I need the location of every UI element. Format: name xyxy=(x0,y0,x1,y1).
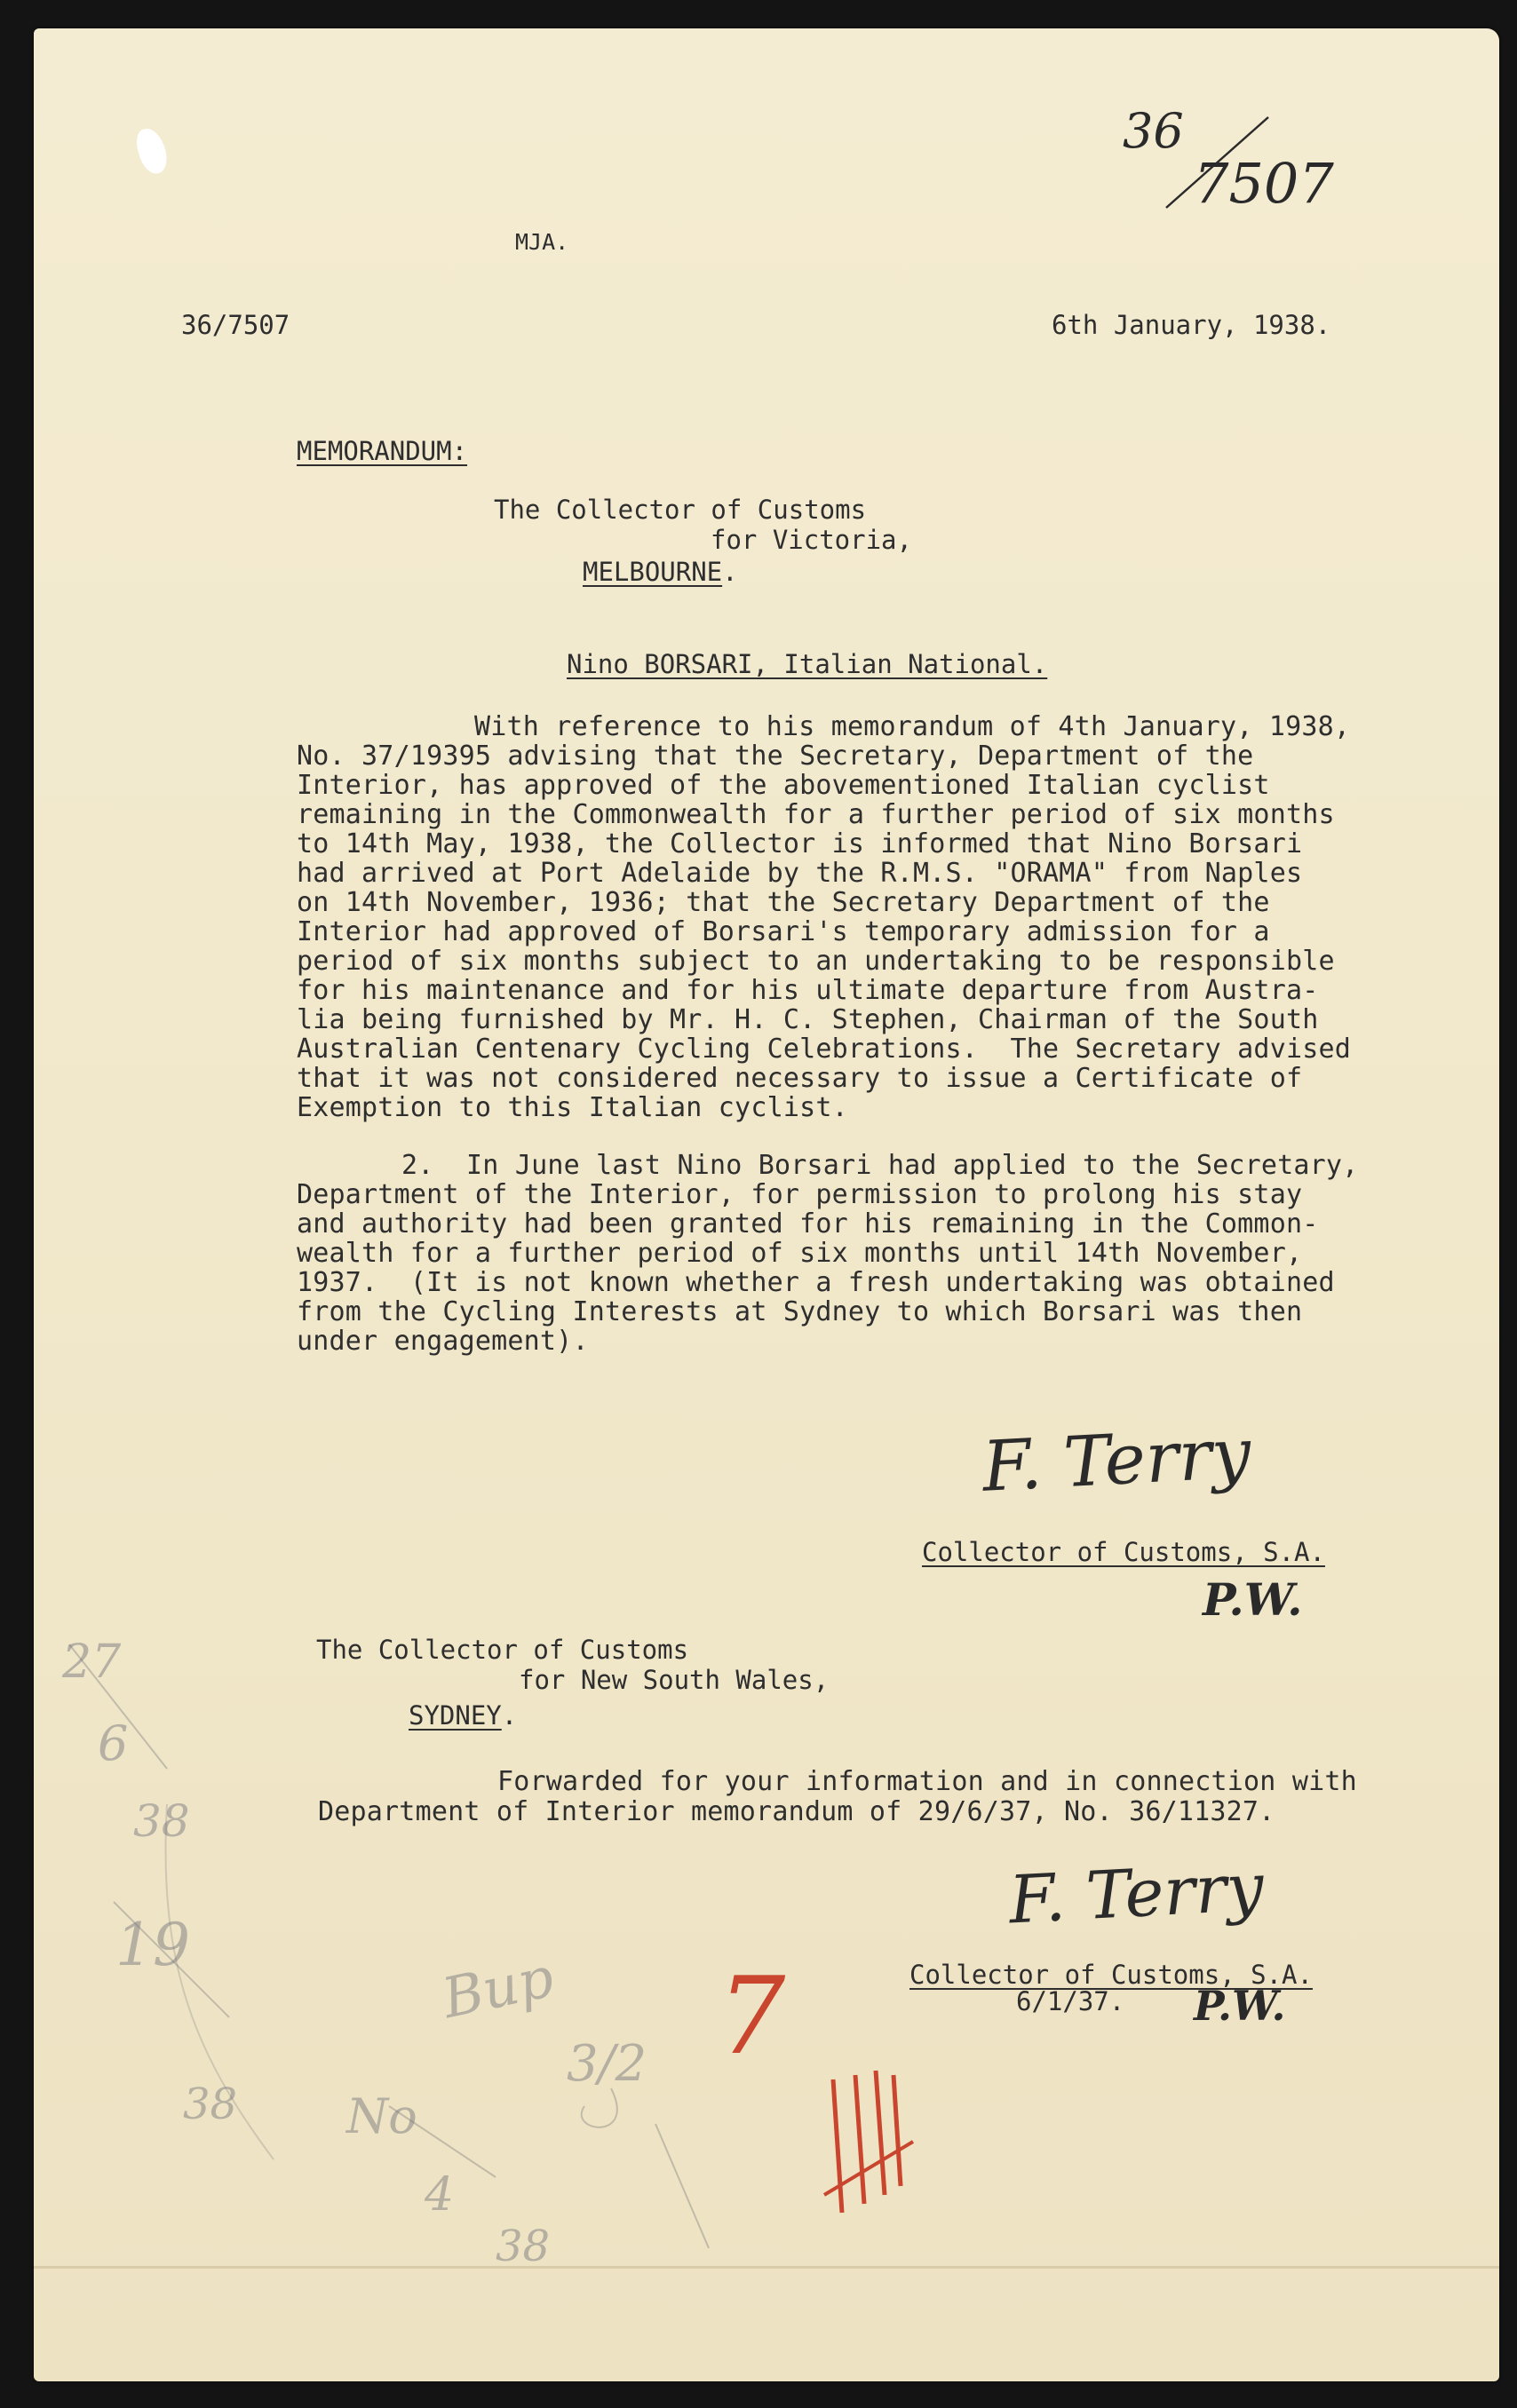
signature2-initials: P.W. xyxy=(1194,1982,1286,2030)
forwarding-line: Department of Interior memorandum of 29/6/37, No. 36/11327. xyxy=(318,1796,1275,1827)
document-page xyxy=(34,28,1499,2381)
para2-line: Department of the Interior, for permission to prolong his stay xyxy=(297,1179,1303,1210)
para1-line: period of six months subject to an undertaking to be responsible xyxy=(297,946,1335,977)
addressee-city-wrap xyxy=(583,558,738,587)
file-number: 36/7507 xyxy=(181,310,290,340)
pencil-note: 19 xyxy=(115,1911,190,1979)
para1-line: lia being furnished by Mr. H. C. Stephen, Chairman of the South xyxy=(297,1004,1319,1035)
pencil-note: 6 xyxy=(98,1715,129,1771)
punch-hole xyxy=(133,125,171,177)
para1-line: had arrived at Port Adelaide by the R.M.S. "ORAMA" from Naples xyxy=(297,858,1303,889)
signature-handwriting: F. Terry xyxy=(980,1414,1253,1508)
red-pencil-marks xyxy=(815,2062,940,2239)
pencil-note: 4 xyxy=(425,2168,455,2222)
pencil-note: 27 xyxy=(62,1636,122,1689)
para2-line: and authority had been granted for his remaining in the Common- xyxy=(297,1208,1319,1240)
para1-line: to 14th May, 1938, the Collector is informed that Nino Borsari xyxy=(297,828,1303,859)
para1-line: remaining in the Commonwealth for a further period of six months xyxy=(297,799,1335,830)
para1-line: With reference to his memorandum of 4th January, 1938, xyxy=(474,711,1351,742)
addressee-line2: for Victoria, xyxy=(711,525,912,555)
para2-line: wealth for a further period of six months until 14th November, xyxy=(297,1238,1303,1269)
memorandum-label: MEMORANDUM: xyxy=(297,436,468,466)
signature2-title: Collector of Customs, S.A. xyxy=(909,1960,1313,1990)
addressee2-city-suffix: . xyxy=(501,1700,518,1731)
addressee-city: MELBOURNE xyxy=(583,557,723,587)
pencil-note: 3/2 xyxy=(567,2035,647,2093)
para1-line: Exemption to this Italian cyclist. xyxy=(297,1092,848,1123)
para1-line: Interior, has approved of the abovementioned Italian cyclist xyxy=(297,770,1270,801)
para1-line: Australian Centenary Cycling Celebrations. The Secretary advised xyxy=(297,1034,1351,1065)
pencil-note: No xyxy=(346,2088,417,2144)
para1-line: No. 37/19395 advising that the Secretary, Department of the xyxy=(297,741,1254,772)
para2-line: from the Cycling Interests at Sydney to which Borsari was then xyxy=(297,1296,1303,1327)
addressee2-line2: for New South Wales, xyxy=(519,1665,830,1695)
addressee2-city: SYDNEY xyxy=(409,1700,502,1731)
para1-line: that it was not considered necessary to issue a Certificate of xyxy=(297,1063,1303,1094)
addressee-line1: The Collector of Customs xyxy=(494,495,867,525)
para2-line: 1937. (It is not known whether a fresh undertaking was obtained xyxy=(297,1267,1335,1298)
handwritten-file-number-bottom: 7507 xyxy=(1194,151,1334,216)
para1-line: on 14th November, 1936; that the Secretary Department of the xyxy=(297,887,1270,918)
pencil-note: 38 xyxy=(183,2079,238,2129)
handwritten-file-number-top: 36 xyxy=(1123,103,1184,159)
subject-line: Nino BORSARI, Italian National. xyxy=(567,649,1048,679)
addressee2-line1: The Collector of Customs xyxy=(316,1635,689,1665)
para2-line: under engagement). xyxy=(297,1326,589,1357)
pencil-note: 38 xyxy=(133,1795,190,1847)
signature-title: Collector of Customs, S.A. xyxy=(922,1537,1325,1567)
page-fold-bottom xyxy=(34,2266,1499,2269)
signature2-handwriting: F. Terry xyxy=(1006,1849,1266,1939)
red-pencil-number: 7 xyxy=(718,1955,786,2079)
typist-initials: MJA. xyxy=(515,229,569,255)
para1-line: Interior had approved of Borsari's temporary admission for a xyxy=(297,916,1270,947)
forwarding-line: Forwarded for your information and in connection with xyxy=(497,1766,1357,1797)
para2-line: 2. In June last Nino Borsari had applied to the Secretary, xyxy=(401,1150,1359,1181)
pencil-note: 38 xyxy=(496,2222,551,2271)
signature2-date: 6/1/37. xyxy=(1016,1986,1125,2016)
signature-initials: P.W. xyxy=(1203,1573,1303,1626)
pencil-note: Bup xyxy=(436,1944,560,2032)
memo-date: 6th January, 1938. xyxy=(1052,310,1331,340)
addressee-city-suffix: . xyxy=(722,557,738,587)
pencil-marks xyxy=(34,1609,833,2319)
para1-line: for his maintenance and for his ultimate departure from Austra- xyxy=(297,975,1319,1006)
